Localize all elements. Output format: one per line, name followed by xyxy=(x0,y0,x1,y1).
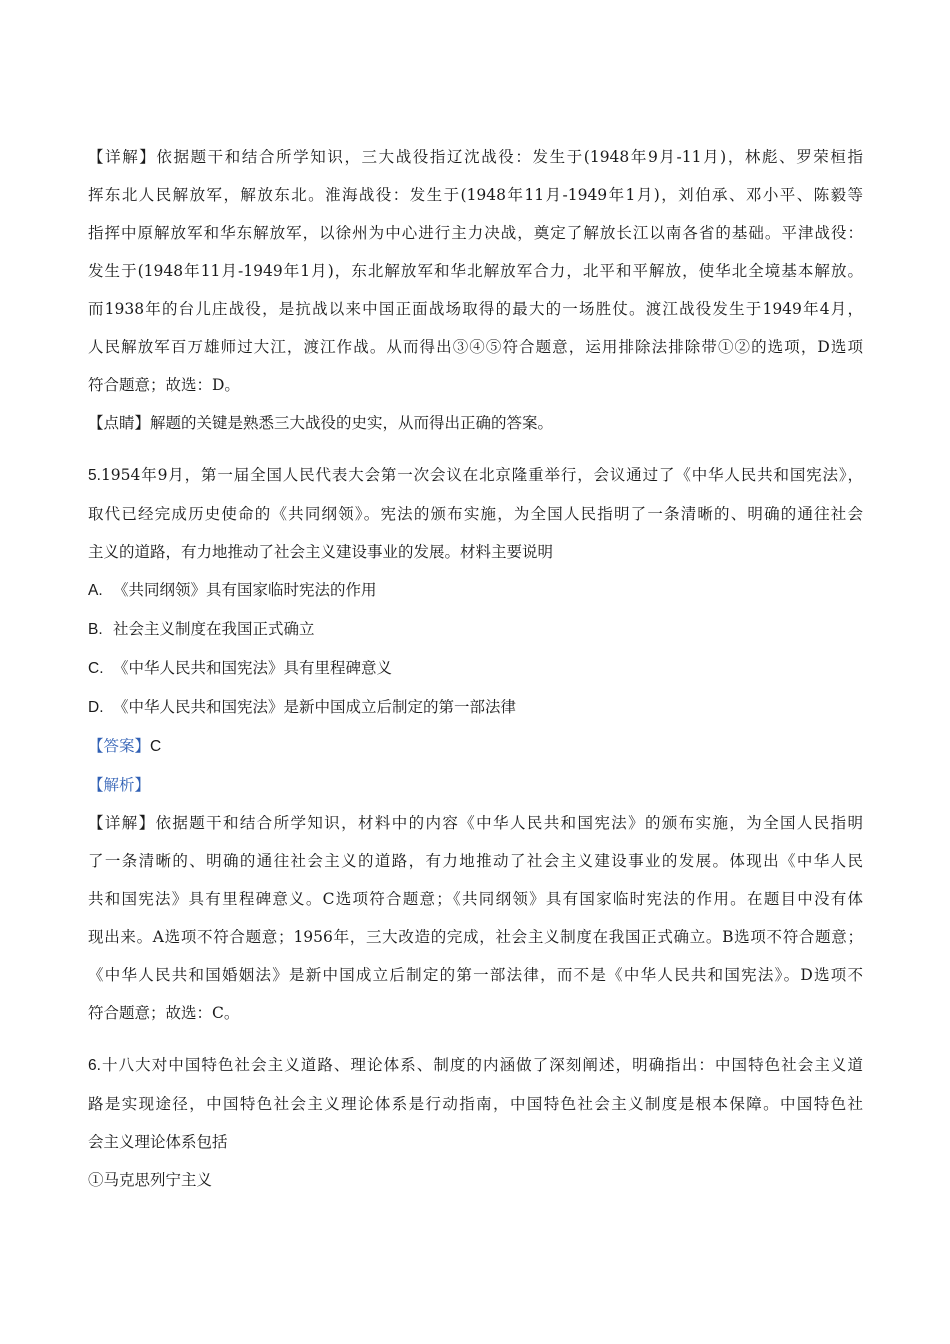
option-b: B. 社会主义制度在我国正式确立 xyxy=(88,620,315,638)
text-line: 符合题意；故选：C。 xyxy=(88,1004,240,1022)
text-line: 6.十八大对中国特色社会主义道路、理论体系、制度的内涵做了深刻阐述，明确指出：中国特色社会主义道 xyxy=(88,1056,863,1074)
q6-stem xyxy=(88,1046,863,1161)
text-line: 主义的道路，有力地推动了社会主义建设事业的发展。材料主要说明 xyxy=(88,543,554,561)
text-line: 符合题意；故选：D。 xyxy=(88,376,240,394)
text-line: 【详解】依据题干和结合所学知识，三大战役指辽沈战役：发生于(1948年9月-11月)，林彪、罗荣桓指 xyxy=(88,148,863,166)
question-number: 5. xyxy=(88,467,101,484)
text-line: 了一条清晰的、明确的通往社会主义的道路，有力地推动了社会主义建设事业的发展。体现出《中华人民 xyxy=(88,852,863,870)
text-line: 而1938年的台儿庄战役，是抗战以来中国正面战场取得的最大的一场胜仗。渡江战役发生于1949年4月， xyxy=(88,300,863,318)
text-line: 【详解】依据题干和结合所学知识，材料中的内容《中华人民共和国宪法》的颁布实施，为全国人民指明 xyxy=(88,814,863,832)
document-page xyxy=(88,138,863,1199)
text-line: 挥东北人民解放军，解放东北。淮海战役：发生于(1948年11月-1949年1月)，刘伯承、邓小平、陈毅等 xyxy=(88,186,863,204)
option-c: C. 《中华人民共和国宪法》具有里程碑意义 xyxy=(88,659,392,677)
answer-value: C xyxy=(150,738,162,755)
q4-comment: 【点睛】解题的关键是熟悉三大战役的史实，从而得出正确的答案。 xyxy=(88,414,554,432)
option-a: A. 《共同纲领》具有国家临时宪法的作用 xyxy=(88,581,377,599)
q4-detail-explanation xyxy=(88,138,863,404)
question-number: 6. xyxy=(88,1057,101,1074)
text-line: 人民解放军百万雄师过大江，渡江作战。从而得出③④⑤符合题意，运用排除法排除带①②的选项，D选项 xyxy=(88,338,863,356)
q5-detail-explanation xyxy=(88,804,863,1032)
text-line: 《中华人民共和国婚姻法》是新中国成立后制定的第一部法律，而不是《中华人民共和国宪法》。D选项不 xyxy=(88,966,863,984)
text-line: 指挥中原解放军和华东解放军，以徐州为中心进行主力决战，奠定了解放长江以南各省的基础。平津战役： xyxy=(88,224,863,242)
q5-analysis-label: 【解析】 xyxy=(88,776,151,794)
text-line: 会主义理论体系包括 xyxy=(88,1133,228,1151)
option-d: D. 《中华人民共和国宪法》是新中国成立后制定的第一部法律 xyxy=(88,698,516,716)
text-line: 路是实现途径，中国特色社会主义理论体系是行动指南，中国特色社会主义制度是根本保障。中国特色社 xyxy=(88,1095,863,1113)
q5-answer xyxy=(88,727,863,766)
answer-label: 【答案】 xyxy=(88,737,151,755)
text-line: 共和国宪法》具有里程碑意义。C选项符合题意；《共同纲领》具有国家临时宪法的作用。在题目中没有体 xyxy=(88,890,863,908)
text-line: 发生于(1948年11月-1949年1月)，东北解放军和华北解放军合力，北平和平解放，使华北全境基本解放。 xyxy=(88,262,863,280)
text-line: 现出来。A选项不符合题意；1956年，三大改造的完成，社会主义制度在我国正式确立。B选项不符合题意； xyxy=(88,928,863,946)
text-line: 5.1954年9月，第一届全国人民代表大会第一次会议在北京隆重举行，会议通过了《中华人民共和国宪法》， xyxy=(88,466,863,484)
text-line: 取代已经完成历史使命的《共同纲领》。宪法的颁布实施，为全国人民指明了一条清晰的、明确的通往社会 xyxy=(88,505,863,523)
q6-item-1: ①马克思列宁主义 xyxy=(88,1171,213,1189)
q5-stem xyxy=(88,456,863,571)
